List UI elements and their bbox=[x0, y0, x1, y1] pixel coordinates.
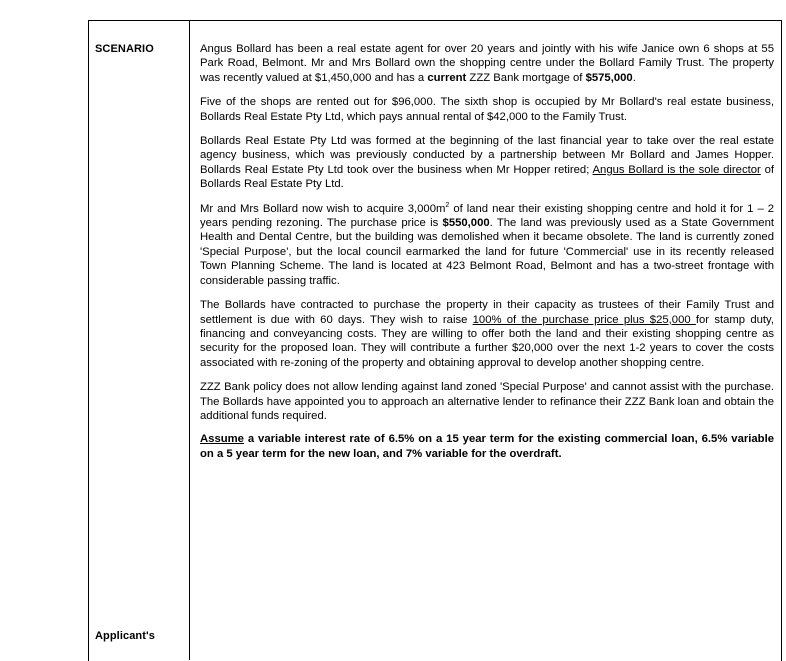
paragraph-ownership: Angus Bollard has been a real estate agent for over 20 years and jointly with his wife Janice own 6 shops at 55 Park Road, Belmont. Mr and Mrs Bollard own the shopping centre under the Bollard Family Trust. The property was recently valued at $1,450,000 and has a current ZZZ Bank mortgage of $575,000. bbox=[200, 43, 774, 84]
paragraph-rental: Five of the shops are rented out for $96,000. The sixth shop is occupied by Mr Bollard's real estate business, Bollards Real Estate Pty Ltd, which pays annual rental of $42,000 to the Family Trust. bbox=[200, 96, 774, 123]
column-divider bbox=[189, 20, 190, 660]
scenario-content bbox=[200, 42, 774, 471]
scenario-label: SCENARIO bbox=[95, 43, 154, 55]
paragraph-bank-policy: ZZZ Bank policy does not allow lending against land zoned 'Special Purpose' and cannot assist with the purchase. The Bollards have appointed you to approach an alternative lender to refinance their ZZZ Bank loan and obtain the additional funds required. bbox=[200, 381, 774, 422]
paragraph-contract: The Bollards have contracted to purchase the property in their capacity as trustees of their Family Trust and settlement is due with 60 days. They wish to raise 100% of the purchase price plus $25,000 for stamp duty, financing and conveyancing costs. They are willing to offer both the land and their existing shopping centre as security for the proposed loan. They will contribute a further $20,000 over the next 1-2 years to cover the costs associated with re-zoning of the property and obtaining approval to develop another shopping centre. bbox=[200, 299, 774, 369]
paragraph-assumption: Assume a variable interest rate of 6.5% on a 15 year term for the existing commercial loan, 6.5% variable on a 5 year term for the new loan, and 7% variable for the overdraft. bbox=[200, 433, 774, 460]
paragraph-company: Bollards Real Estate Pty Ltd was formed at the beginning of the last financial year to take over the real estate agency business, which was previously conducted by a partnership between Mr Bollard and James Hopper. Bollards Real Estate Pty Ltd took over the business when Mr Hopper retired; Angus Bollard is the sole director of Bollards Real Estate Pty Ltd. bbox=[200, 135, 775, 191]
applicants-label: Applicant's bbox=[95, 630, 155, 642]
paragraph-land-purchase: Mr and Mrs Bollard now wish to acquire $3,000m^2$ of land near their existing shopping centre and hold it for 1 – 2 years pending rezoning. The purchase price is $550,000. The land was previously used as a State Government Health and Dental Centre, but the building was demolished when it became obsolete. The land is currently zoned 'Special Purpose', but the local council earmarked the land for future 'Commercial' use in its recently released Town Planning Scheme. The land is located at 423 Belmont Road, Belmont and has a two-street frontage with considerable passing traffic. bbox=[200, 201, 775, 287]
